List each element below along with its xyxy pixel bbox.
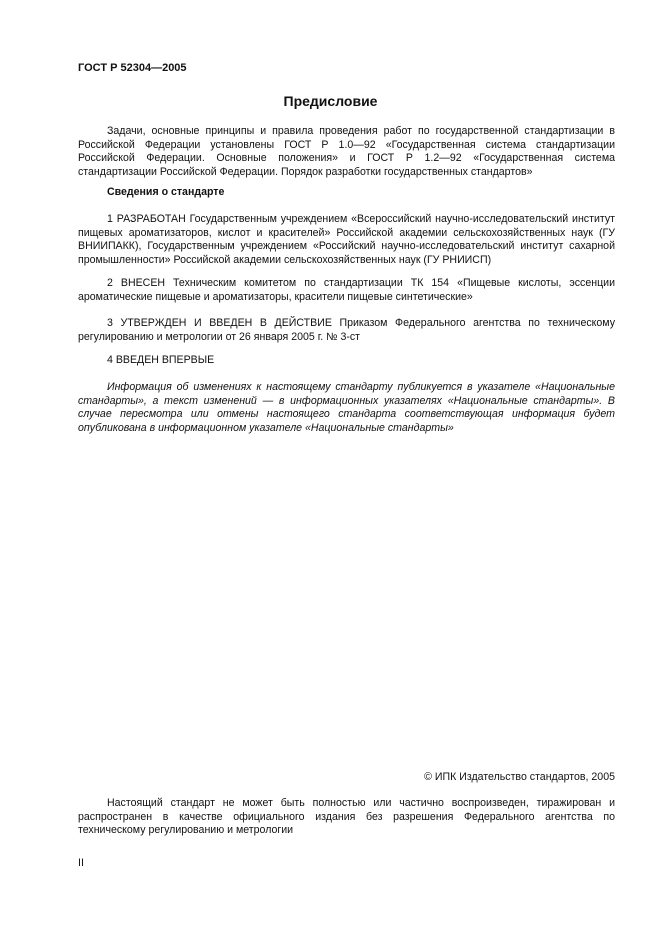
copyright-line: © ИПК Издательство стандартов, 2005 xyxy=(424,771,615,783)
intro-paragraph: Задачи, основные принципы и правила проведения работ по государственной стандартизации в Российской Федерации установлены ГОСТ Р 1.0—92 «Государственная система стандартизации Российской Федерации. Основные положения» и ГОСТ Р 1.2—92 «Государственная система стандартизации Российской Федерации. Порядок разработки государственных стандартов» xyxy=(78,125,615,178)
info-item-developed: 1 РАЗРАБОТАН Государственным учреждением «Всероссийский научно-исследовательский институт пищевых ароматизаторов, кислот и красителей» Российской академии сельскохозяйственных наук (ГУ ВНИИПАКК), Государственным учреждением «Российский научно-исследовательский институт сахарной промышленности» Российской академии сельскохозяйственных наук (ГУ РНИИСП) xyxy=(78,213,615,266)
page-title: Предисловие xyxy=(283,93,378,109)
info-item-approved: 3 УТВЕРЖДЕН И ВВЕДЕН В ДЕЙСТВИЕ Приказом Федерального агентства по техническому регулированию и метрологии от 26 января 2005 г. № 3-ст xyxy=(78,317,615,343)
standard-info-heading: Сведения о стандарте xyxy=(107,186,225,198)
document-id: ГОСТ Р 52304—2005 xyxy=(78,62,187,74)
info-item-first-introduced: 4 ВВЕДЕН ВПЕРВЫЕ xyxy=(107,354,215,366)
changes-note: Информация об изменениях к настоящему стандарту публикуется в указателе «Национальные стандарты», а текст изменений — в информационных указателях «Национальные стандарты». В случае пересмотра или отмены настоящего стандарта соответствующая информация будет опубликована в информационном указателе «Национальные стандарты» xyxy=(78,381,615,434)
page-number: II xyxy=(78,857,84,869)
copyright-notice: Настоящий стандарт не может быть полностью или частично воспроизведен, тиражирован и распространен в качестве официального издания без разрешения Федерального агентства по техническому регулированию и метрологии xyxy=(78,797,615,836)
info-item-submitted: 2 ВНЕСЕН Техническим комитетом по стандартизации ТК 154 «Пищевые кислоты, эссенции ароматические пищевые и ароматизаторы, красители пищевые синтетические» xyxy=(78,277,615,303)
